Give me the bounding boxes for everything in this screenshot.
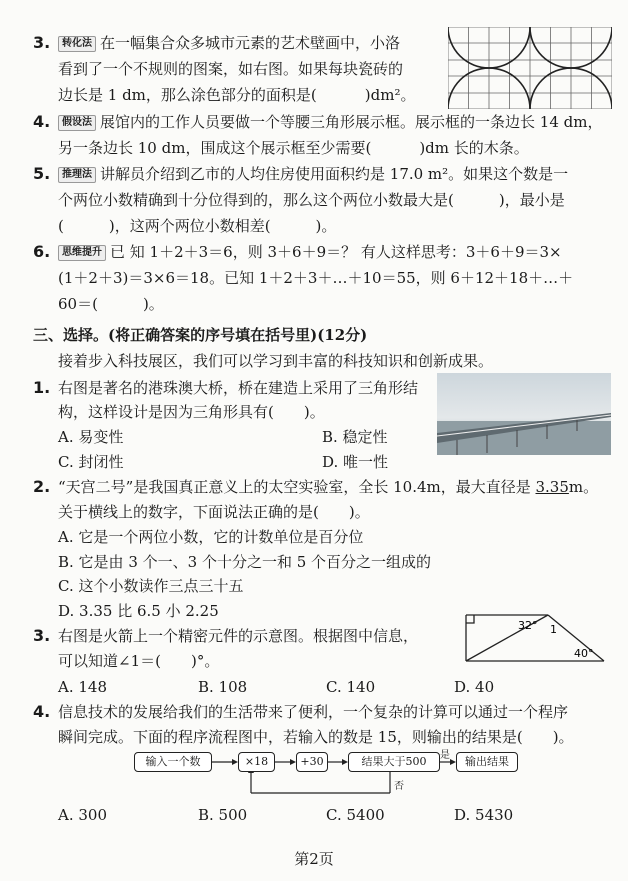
page-number: 第2页: [294, 850, 334, 868]
c3-option-d[interactable]: D. 40: [454, 678, 495, 696]
flow-output-box: 输出结果: [456, 752, 518, 772]
c1-line1: 右图是著名的港珠澳大桥，桥在建造上采用了三角形结: [58, 379, 419, 397]
q3-line2: 看到了一个不规则的图案，如右图。如果每块瓷砖的: [58, 60, 404, 78]
c2-option-b[interactable]: B. 它是由 3 个一、3 个十分之一和 5 个百分之一组成的: [58, 553, 432, 571]
flow-yes-label: 是: [440, 750, 450, 761]
c4-option-a[interactable]: A. 300: [58, 806, 107, 824]
flow-condition-box: 结果大于500: [348, 752, 440, 772]
q4-text1: 展馆内的工作人员要做一个等腰三角形展示框。展示框的一条边长 14 dm，: [100, 113, 603, 131]
c3-line1: 右图是火箭上一个精密元件的示意图。根据图中信息，: [58, 627, 419, 645]
tile-arc-figure: [448, 27, 612, 109]
c1-number: 1.: [33, 378, 51, 397]
flow-add-box: +30: [296, 752, 328, 772]
c3-line2: 可以知道∠1＝( )°。: [58, 652, 220, 670]
q6-line2: (1＋2＋3)＝3×6＝18。已知 1＋2＋3＋…＋10＝55，则 6＋12＋18＋…＋: [58, 269, 574, 287]
c4-option-b[interactable]: B. 500: [198, 806, 248, 824]
c2-text1a: “天宫二号”是我国真正意义上的太空实验室，全长 10.4m，最大直径是: [58, 478, 536, 496]
c4-option-c[interactable]: C. 5400: [326, 806, 385, 824]
q5-line3: ( )，这两个两位小数相差( )。: [58, 217, 337, 235]
q6-text1: 已 知 1＋2＋3＝6，则 3＋6＋9＝？ 有人这样思考：3＋6＋9＝3×: [110, 243, 562, 261]
c3-option-c[interactable]: C. 140: [326, 678, 376, 696]
q4-line1: [58, 111, 602, 133]
q6-line1: [58, 241, 562, 263]
q5-number: 5.: [33, 164, 51, 183]
q4-text2b: )dm 长的木条。: [419, 139, 529, 157]
c4-option-d[interactable]: D. 5430: [454, 806, 514, 824]
q5-line2: 个两位小数精确到十分位得到的，那么这个两位小数最大是( )，最小是: [58, 191, 565, 209]
angle-32-label: 32°: [518, 619, 538, 632]
q4-text2a: 另一条边长 10 dm，围成这个展示框至少需要(: [58, 139, 372, 157]
c3-option-a[interactable]: A. 148: [58, 678, 107, 696]
c1-option-c[interactable]: C. 封闭性: [58, 453, 124, 471]
angle-40-label: 40°: [574, 647, 594, 660]
q6-number: 6.: [33, 242, 51, 261]
c2-option-a[interactable]: A. 它是一个两位小数，它的计数单位是百分位: [58, 528, 364, 546]
flow-input-box: 输入一个数: [134, 752, 212, 772]
trapezoid-figure: [460, 611, 610, 663]
q4-number: 4.: [33, 112, 51, 131]
section-intro: 接着步入科技展区，我们可以学习到丰富的科技知识和创新成果。: [58, 352, 494, 370]
flow-no-label: 否: [394, 781, 404, 792]
c2-line1: [58, 476, 598, 498]
flow-multiply-box: ×18: [238, 752, 275, 772]
c2-text1c: m。: [568, 478, 599, 496]
q5-line1: [58, 163, 568, 185]
q4-method-tag: 假设法: [58, 115, 96, 131]
c3-option-b[interactable]: B. 108: [198, 678, 248, 696]
c1-option-b[interactable]: B. 稳定性: [322, 428, 388, 446]
q6-line3: 60＝( )。: [58, 295, 164, 313]
angle-1-label: 1: [550, 623, 557, 636]
q3-text3a: 边长是 1 dm，那么涂色部分的面积是(: [58, 86, 317, 104]
q3-text3b: )dm²。: [364, 86, 416, 104]
q4-line2: [58, 137, 529, 159]
c2-option-d[interactable]: D. 3.35 比 6.5 小 2.25: [58, 602, 219, 620]
q3-text1: 在一幅集合众多城市元素的艺术壁画中，小洛: [100, 34, 401, 52]
q3-line3: [58, 84, 415, 106]
c1-line2: 构，这样设计是因为三角形具有( )。: [58, 403, 325, 421]
q3-method-tag: 转化法: [58, 36, 96, 52]
c4-line2: 瞬间完成。下面的程序流程图中，若输入的数是 15，则输出的结果是( )。: [58, 728, 574, 746]
c4-number: 4.: [33, 702, 51, 721]
c1-option-a[interactable]: A. 易变性: [58, 428, 124, 446]
c4-line1: 信息技术的发展给我们的生活带来了便利，一个复杂的计算可以通过一个程序: [58, 703, 569, 721]
c3-number: 3.: [33, 626, 51, 645]
c2-number: 2.: [33, 477, 51, 496]
q3-line1: [58, 32, 400, 54]
bridge-photo: [437, 373, 611, 455]
q5-text1: 讲解员介绍到乙市的人均住房使用面积约是 17.0 m²。如果这个数是一: [100, 165, 569, 183]
c2-line2: 关于横线上的数字，下面说法正确的是( )。: [58, 503, 370, 521]
q6-method-tag: 思维提升: [58, 245, 106, 261]
c2-option-c[interactable]: C. 这个小数读作三点三十五: [58, 577, 244, 595]
c2-underlined-number: 3.35: [535, 478, 569, 496]
section-title: 三、选择。(将正确答案的序号填在括号里)(12分): [33, 326, 368, 344]
q3-number: 3.: [33, 33, 51, 52]
q5-method-tag: 推理法: [58, 167, 96, 183]
c1-option-d[interactable]: D. 唯一性: [322, 453, 389, 471]
